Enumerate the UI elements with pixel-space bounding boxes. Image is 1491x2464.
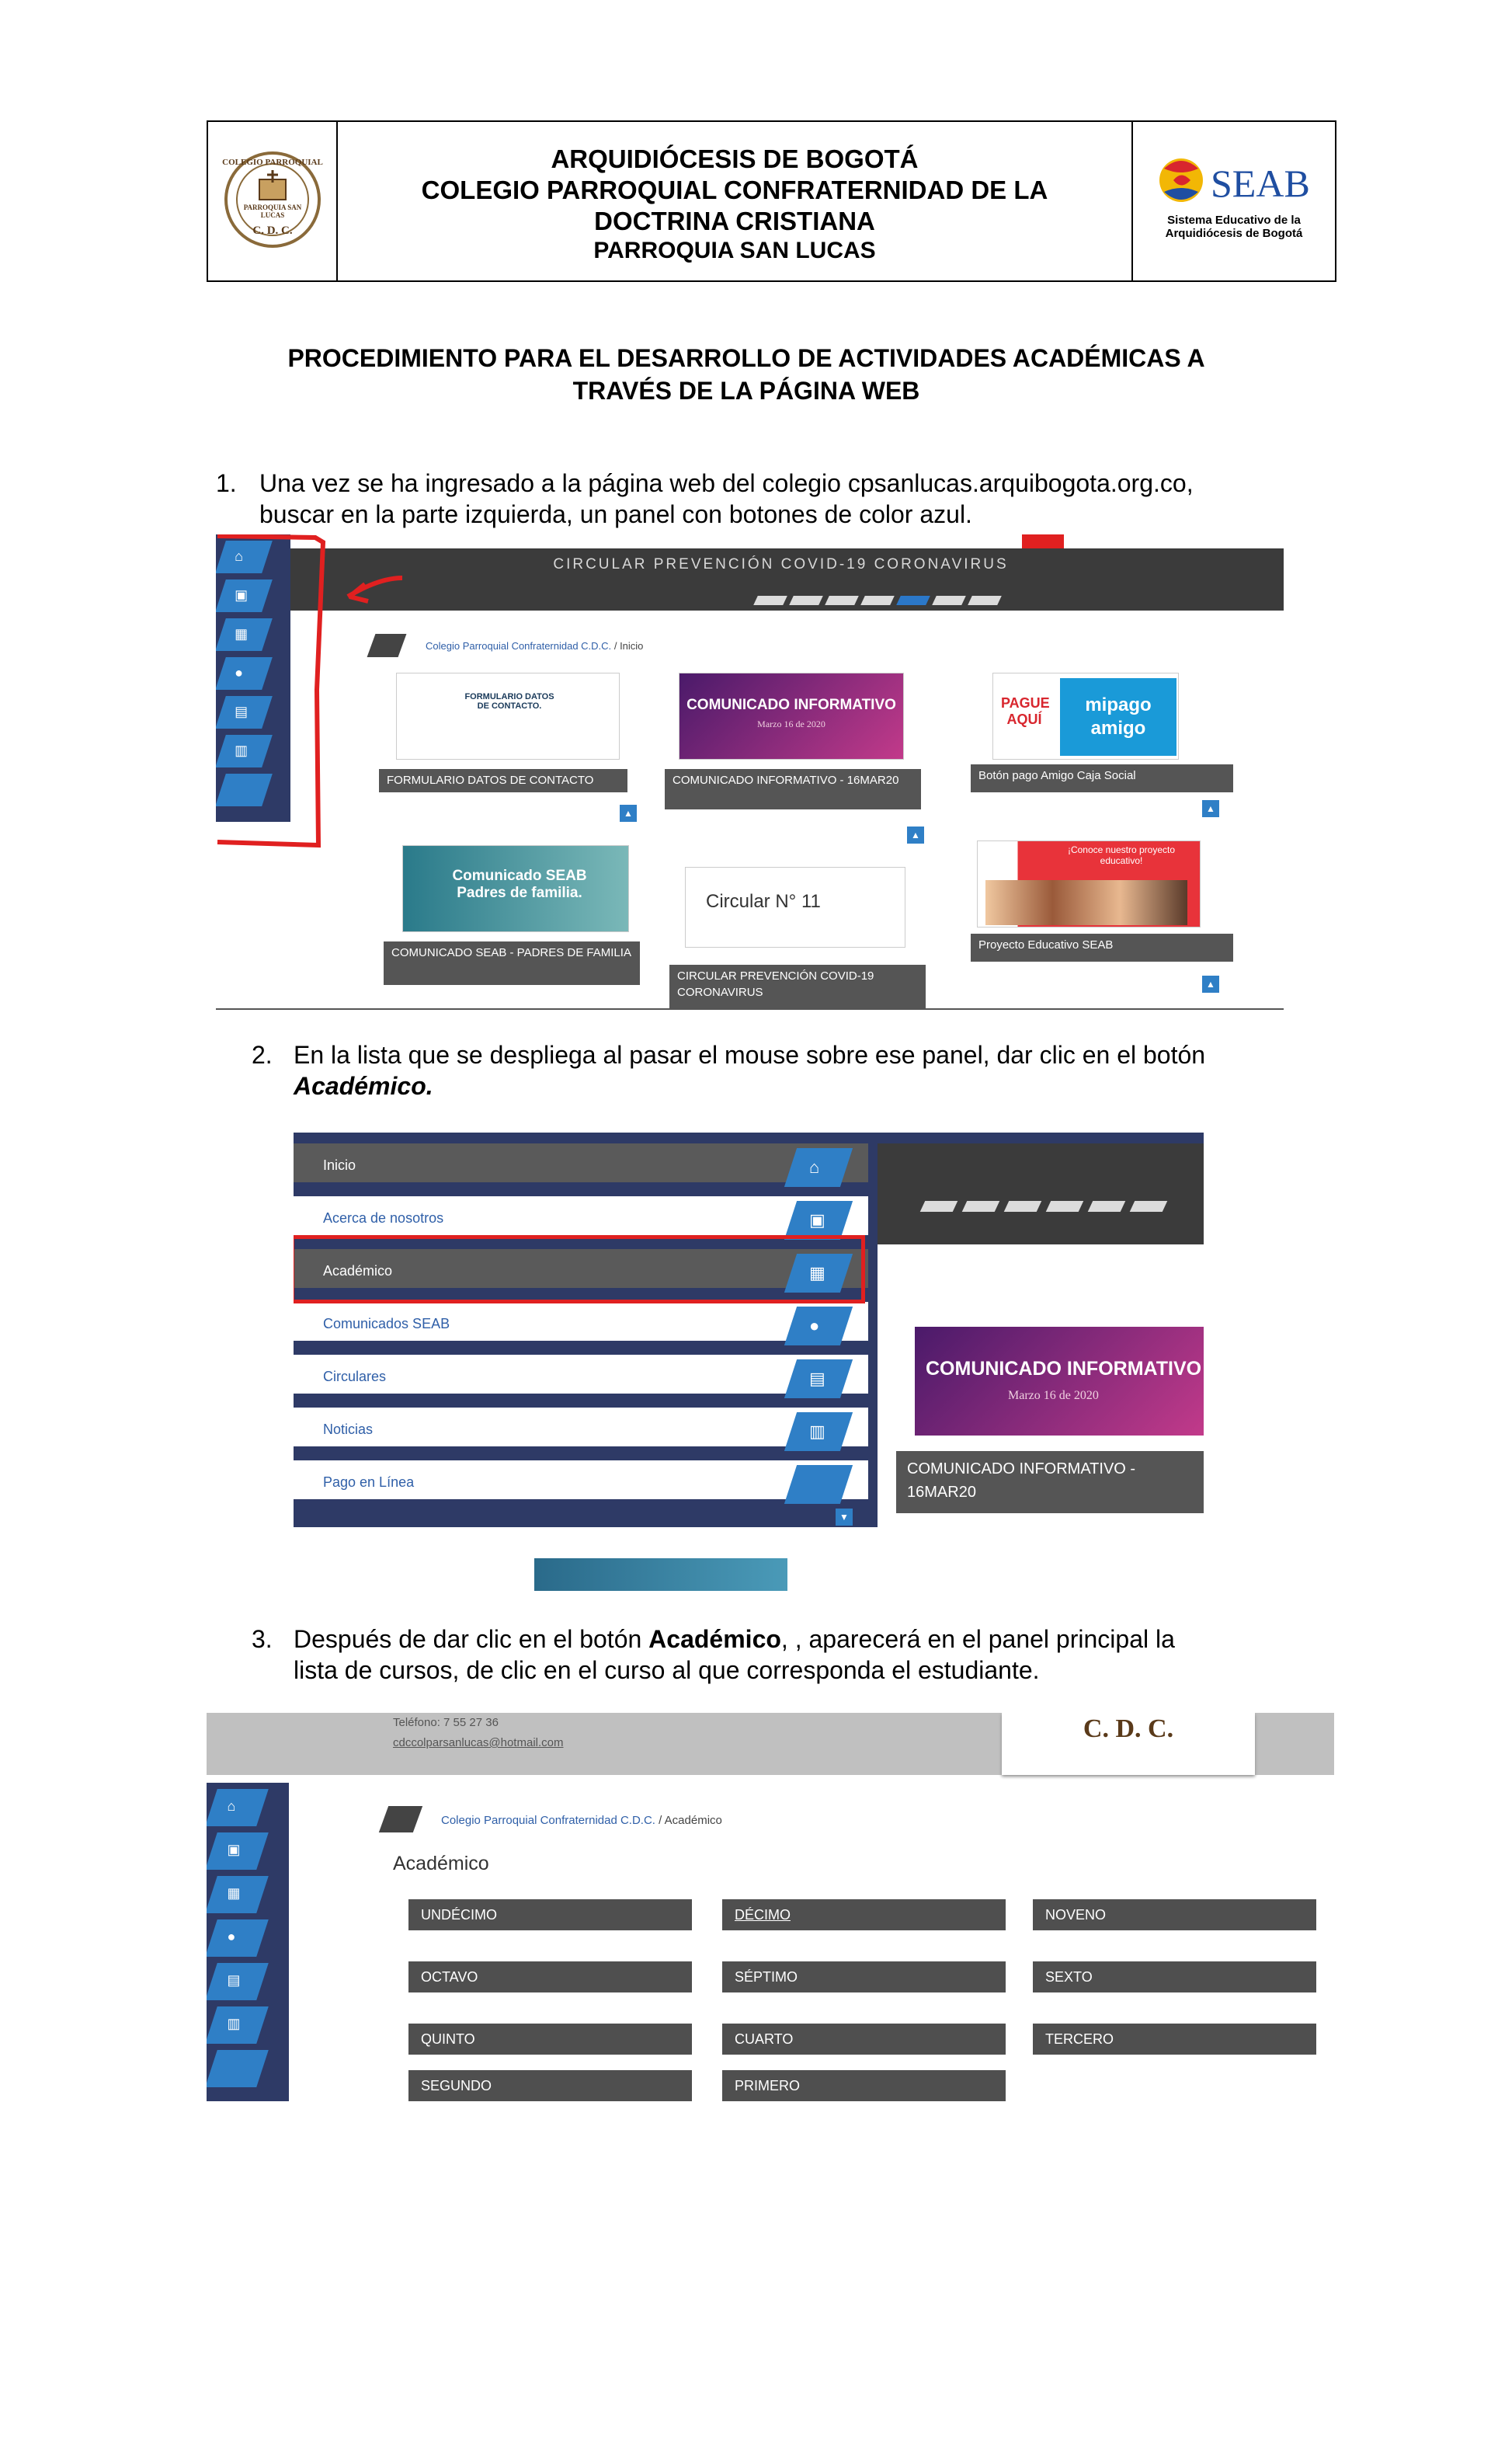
- grid-icon: ▦: [809, 1263, 825, 1282]
- seab-subtitle-line-2: Arquidiócesis de Bogotá: [1165, 227, 1303, 240]
- newspaper-icon: ▥: [235, 743, 248, 758]
- image-icon: ▣: [809, 1210, 825, 1230]
- course-primero[interactable]: PRIMERO: [722, 2070, 1006, 2101]
- menu-item-inicio[interactable]: [294, 1143, 868, 1188]
- chat-icon: ●: [809, 1316, 820, 1335]
- menu-item-acerca-label: Acerca de nosotros: [323, 1210, 444, 1226]
- screenshot-homepage: [216, 534, 1284, 1010]
- course-undecimo[interactable]: UNDÉCIMO: [408, 1899, 692, 1930]
- menu-item-academico-label: Académico: [323, 1263, 393, 1279]
- course-sexto[interactable]: SEXTO: [1033, 1961, 1316, 1992]
- breadcrumb-current: Inicio: [620, 640, 644, 652]
- image-icon: ▣: [227, 1842, 241, 1857]
- home-icon: ⌂: [235, 548, 244, 564]
- card-image-pago-text-b: mipago amigo: [1060, 678, 1176, 756]
- home-icon: ⌂: [809, 1157, 820, 1177]
- step-2-number: 2.: [252, 1041, 273, 1069]
- carousel-dots-2[interactable]: [923, 1201, 1165, 1216]
- academico-heading: Académico: [393, 1853, 489, 1874]
- document-icon: ▤: [227, 1972, 241, 1988]
- background-card-date: Marzo 16 de 2020: [1008, 1389, 1099, 1402]
- image-icon: ▣: [235, 587, 248, 603]
- background-card-title: COMUNICADO INFORMATIVO: [926, 1358, 1202, 1380]
- scroll-up-button-1[interactable]: ▲: [620, 805, 637, 822]
- logo-text: C. D. C.: [1083, 1714, 1174, 1743]
- course-cuarto[interactable]: CUARTO: [722, 2024, 1006, 2055]
- menu-item-pago[interactable]: [294, 1460, 868, 1505]
- step-3-text-c: , , aparecerá en el panel principal la: [780, 1625, 1175, 1653]
- home-icon: ⌂: [227, 1798, 236, 1814]
- step-2-line-1: En la lista que se despliega al pasar el mouse sobre ese panel, dar clic en el botón: [294, 1041, 1206, 1069]
- screenshot-menu: [294, 1133, 1204, 1591]
- card-image-comunicado-title: COMUNICADO INFORMATIVO: [686, 697, 896, 713]
- seab-logo-cell: [1131, 122, 1335, 280]
- background-card-image[interactable]: [915, 1327, 1204, 1436]
- card-image-proyecto-photo: [985, 880, 1187, 925]
- card-label-comunicado[interactable]: COMUNICADO INFORMATIVO - 16MAR20: [665, 769, 921, 809]
- step-3-text-a: Después de dar clic en el botón: [294, 1625, 649, 1653]
- scroll-up-button-4[interactable]: ▲: [1202, 976, 1219, 993]
- menu-item-pago-label: Pago en Línea: [323, 1474, 415, 1490]
- red-highlight-box: [294, 1235, 865, 1303]
- card-image-comunicado-date: Marzo 16 de 2020: [757, 719, 825, 729]
- header-line-2: COLEGIO PARROQUIAL CONFRATERNIDAD DE LA: [421, 176, 1048, 204]
- contact-phone: Teléfono: 7 55 27 36: [393, 1716, 499, 1729]
- card-image-formulario[interactable]: [396, 673, 620, 760]
- logo-box: [1002, 1713, 1255, 1775]
- breadcrumb-icon-box-3: [379, 1806, 422, 1832]
- grid-icon: ▦: [227, 1885, 241, 1901]
- card-image-seab[interactable]: [402, 845, 629, 932]
- card-image-proyecto[interactable]: [977, 840, 1201, 927]
- step-2-line-2: Académico.: [294, 1072, 433, 1100]
- crest-mid-text: PARROQUIA SAN LUCAS: [243, 204, 302, 219]
- card-image-circular-text: Circular N° 11: [706, 891, 821, 912]
- chat-icon: ●: [235, 665, 244, 680]
- document-icon: ▤: [809, 1369, 825, 1388]
- menu-item-circulares[interactable]: [294, 1355, 868, 1400]
- background-banner: [853, 1143, 1204, 1244]
- card-label-circular[interactable]: CIRCULAR PREVENCIÓN COVID-19 CORONAVIRUS: [669, 965, 926, 1010]
- title-line-1: PROCEDIMIENTO PARA EL DESARROLLO DE ACTIVIDADES ACADÉMICAS A: [287, 344, 1205, 372]
- screenshot-academico: [207, 1713, 1334, 2101]
- breadcrumb-separator: /: [613, 640, 617, 652]
- background-card-label[interactable]: COMUNICADO INFORMATIVO - 16MAR20: [896, 1451, 1204, 1513]
- step-3-line-2: lista de cursos, de clic en el curso al que corresponda el estudiante.: [294, 1656, 1040, 1684]
- menu-item-noticias[interactable]: [294, 1408, 868, 1453]
- breadcrumb-site-link[interactable]: Colegio Parroquial Confraternidad C.D.C.: [426, 640, 612, 652]
- document-title: [207, 342, 1286, 407]
- card-label-seab[interactable]: COMUNICADO SEAB - PADRES DE FAMILIA: [384, 941, 640, 985]
- breadcrumb: [426, 640, 643, 652]
- newspaper-icon: ▥: [227, 2016, 241, 2031]
- breadcrumb-separator-3: /: [659, 1814, 662, 1827]
- breadcrumb-3: [441, 1814, 722, 1827]
- contact-email[interactable]: cdccolparsanlucas@hotmail.com: [393, 1736, 564, 1749]
- carousel-dots[interactable]: [756, 595, 1006, 609]
- course-segundo[interactable]: SEGUNDO: [408, 2070, 692, 2101]
- header-title-cell: [338, 122, 1131, 280]
- seab-brand-text: SEAB: [1211, 162, 1310, 205]
- header-line-4: PARROQUIA SAN LUCAS: [593, 238, 876, 263]
- newspaper-icon: ▥: [809, 1422, 825, 1441]
- crest-bottom-text: C. D. C.: [252, 224, 293, 237]
- course-decimo[interactable]: DÉCIMO: [722, 1899, 1006, 1930]
- course-quinto[interactable]: QUINTO: [408, 2024, 692, 2055]
- card-label-proyecto[interactable]: Proyecto Educativo SEAB: [971, 934, 1233, 962]
- step-2-text: [294, 1039, 1295, 1101]
- breadcrumb-site-link-3[interactable]: Colegio Parroquial Confraternidad C.D.C.: [441, 1814, 655, 1827]
- seab-subtitle-line-1: Sistema Educativo de la: [1167, 214, 1301, 227]
- course-noveno[interactable]: NOVENO: [1033, 1899, 1316, 1930]
- card-image-seab-text: Comunicado SEAB Padres de familia.: [452, 868, 587, 901]
- step-1-line-2: buscar en la parte izquierda, un panel con botones de color azul.: [259, 500, 972, 528]
- card-label-formulario[interactable]: FORMULARIO DATOS DE CONTACTO: [379, 769, 627, 792]
- seab-subtitle: [1133, 214, 1335, 240]
- card-image-pago-text-a: PAGUE AQUÍ: [1001, 695, 1050, 727]
- title-line-2: TRAVÉS DE LA PÁGINA WEB: [572, 377, 920, 405]
- banner-title: CIRCULAR PREVENCIÓN COVID-19 CORONAVIRUS: [553, 556, 1009, 572]
- document-icon: ▤: [235, 704, 248, 719]
- course-septimo[interactable]: SÉPTIMO: [722, 1961, 1006, 1992]
- card-image-pago[interactable]: [992, 673, 1179, 760]
- card-image-circular[interactable]: [685, 867, 905, 948]
- course-tercero[interactable]: TERCERO: [1033, 2024, 1316, 2055]
- step-3-text: [294, 1624, 1295, 1686]
- section-divider: [216, 1008, 1284, 1010]
- step-3-line-1: [294, 1624, 1295, 1655]
- card-label-pago[interactable]: Botón pago Amigo Caja Social: [971, 764, 1233, 792]
- course-octavo[interactable]: OCTAVO: [408, 1961, 692, 1992]
- card-image-formulario-text: FORMULARIO DATOS DE CONTACTO.: [464, 692, 554, 711]
- background-card-partial: [534, 1558, 787, 1591]
- chat-icon: ●: [227, 1929, 236, 1944]
- crest-top-text: COLEGIO PARROQUIAL: [222, 158, 323, 167]
- menu-item-inicio-label: Inicio: [323, 1157, 356, 1173]
- step-3-number: 3.: [252, 1625, 273, 1653]
- menu-scroll-down-button[interactable]: ▼: [836, 1509, 853, 1526]
- breadcrumb-current-3: Académico: [664, 1814, 722, 1827]
- step-1-line-1: Una vez se ha ingresado a la página web del colegio cpsanlucas.arquibogota.org.co,: [259, 469, 1194, 497]
- step-1-text: [259, 468, 1292, 530]
- step-1-number: 1.: [216, 469, 237, 497]
- scroll-up-button-2[interactable]: ▲: [907, 827, 924, 844]
- menu-item-comunicados[interactable]: [294, 1302, 868, 1347]
- menu-top-strip: [294, 1133, 1204, 1143]
- document-header: [207, 120, 1336, 282]
- header-line-1: ARQUIDIÓCESIS DE BOGOTÁ: [551, 144, 919, 173]
- card-image-proyecto-text: ¡Conoce nuestro proyecto educativo!: [1067, 844, 1176, 866]
- school-crest-cell: [208, 122, 338, 280]
- card-image-comunicado[interactable]: [679, 673, 904, 760]
- step-3-text-bold: Académico: [648, 1625, 781, 1653]
- menu-item-noticias-label: Noticias: [323, 1422, 374, 1437]
- header-line-3: DOCTRINA CRISTIANA: [594, 207, 875, 235]
- menu-item-circulares-label: Circulares: [323, 1369, 387, 1384]
- red-tab: [1022, 534, 1064, 550]
- scroll-up-button-3[interactable]: ▲: [1202, 800, 1219, 817]
- menu-item-comunicados-label: Comunicados SEAB: [323, 1316, 450, 1331]
- grid-icon: ▦: [235, 626, 248, 642]
